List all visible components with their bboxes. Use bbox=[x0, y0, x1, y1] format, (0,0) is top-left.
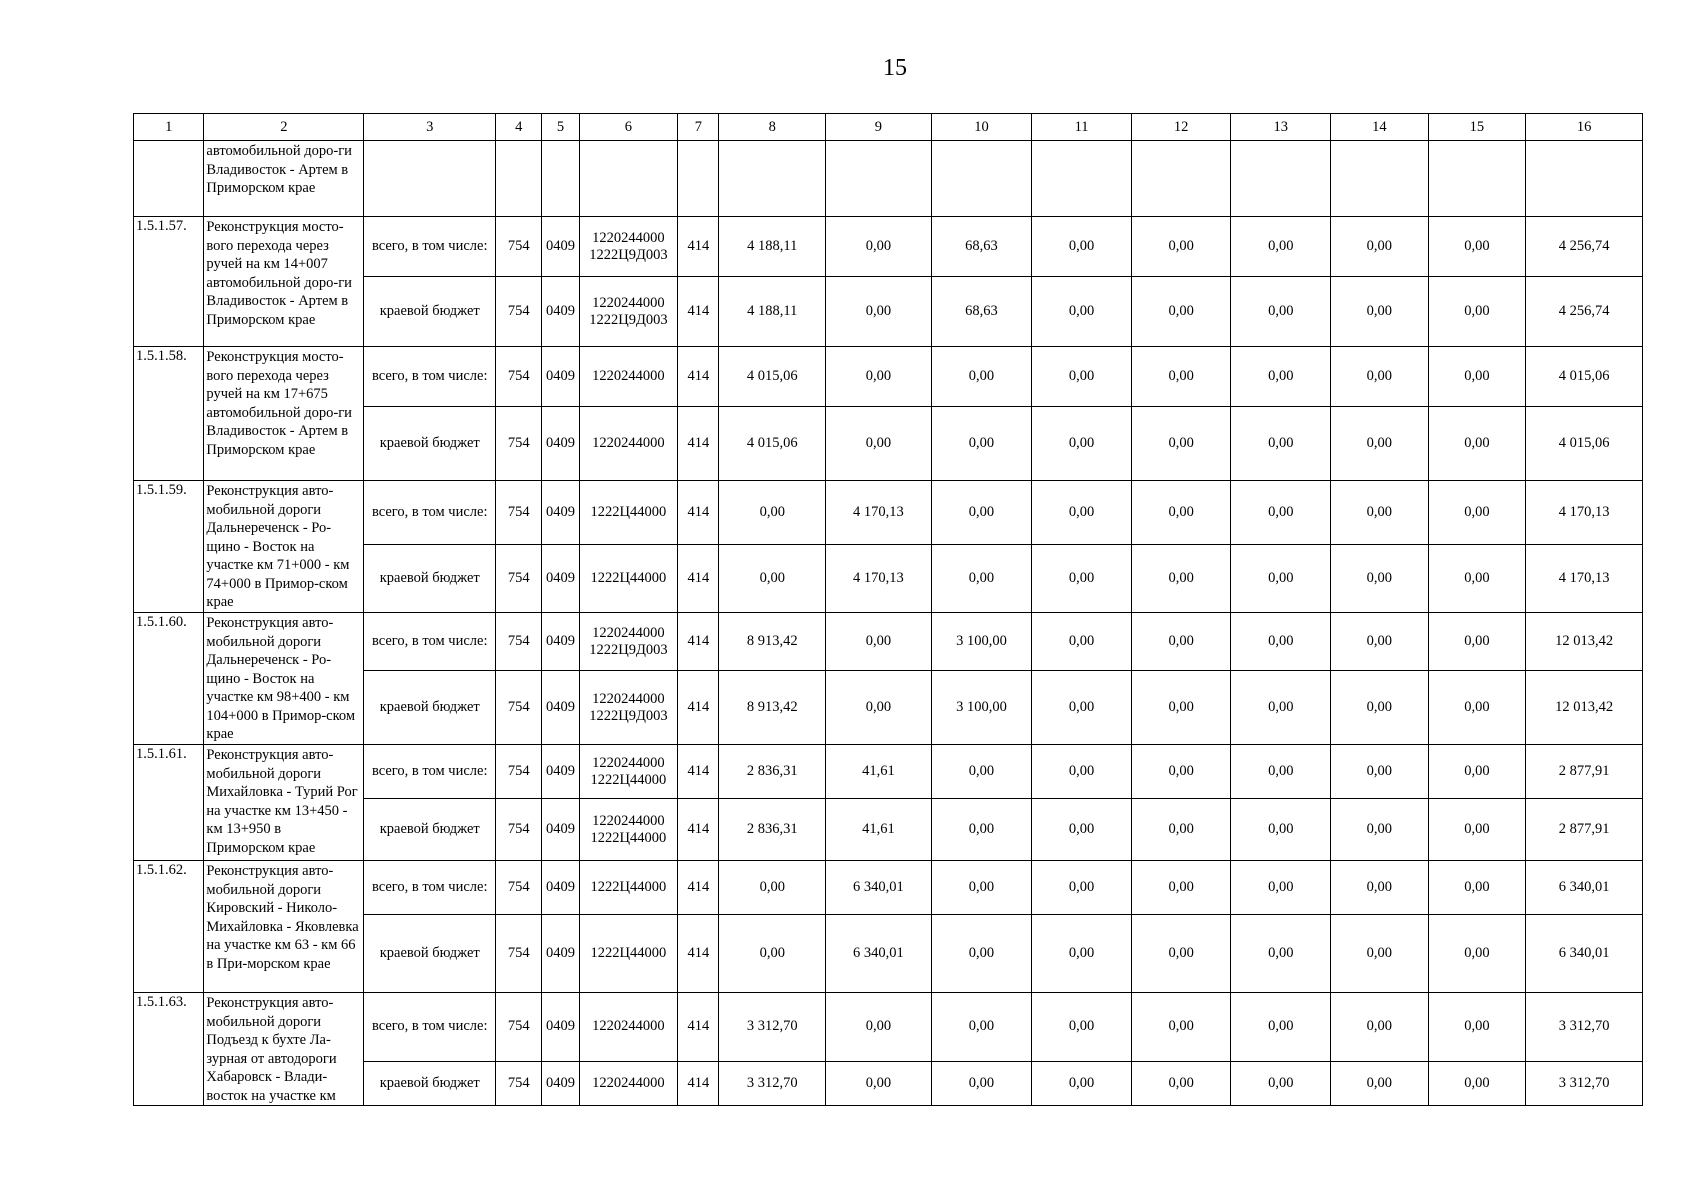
cell-v8: 2 836,31 bbox=[719, 799, 826, 861]
cell-grbs: 754 bbox=[496, 915, 542, 993]
kcsr-code: 1220244000 bbox=[592, 435, 665, 451]
cell-funding-source: всего, в том числе: bbox=[364, 217, 496, 277]
cell-v13: 0,00 bbox=[1231, 545, 1331, 613]
cell-v11: 0,00 bbox=[1032, 671, 1132, 745]
cell-v10: 68,63 bbox=[931, 277, 1032, 347]
cell-funding-source: краевой бюджет bbox=[364, 407, 496, 481]
cell-v8: 4 188,11 bbox=[719, 277, 826, 347]
cell-funding-source: всего, в том числе: bbox=[364, 993, 496, 1062]
kcsr-code: 1222Ц9Д003 bbox=[589, 707, 668, 724]
cell-funding-source: краевой бюджет bbox=[364, 1061, 496, 1105]
cell-v14: 0,00 bbox=[1331, 217, 1429, 277]
table-body bbox=[134, 141, 1643, 1106]
column-header: 12 bbox=[1131, 114, 1231, 141]
kcsr-code: 1220244000 bbox=[592, 624, 665, 641]
cell-code: 1.5.1.61. bbox=[134, 745, 204, 861]
cell-grbs: 754 bbox=[496, 407, 542, 481]
cell-grbs: 754 bbox=[496, 861, 542, 915]
budget-table bbox=[133, 113, 1643, 1106]
cell-empty bbox=[1032, 141, 1132, 217]
cell-v15: 0,00 bbox=[1428, 613, 1526, 671]
table-row-total bbox=[134, 993, 1643, 1062]
cell-v14: 0,00 bbox=[1331, 481, 1429, 545]
column-header: 14 bbox=[1331, 114, 1429, 141]
column-header: 9 bbox=[826, 114, 932, 141]
column-header: 11 bbox=[1032, 114, 1132, 141]
cell-v16: 4 170,13 bbox=[1526, 545, 1643, 613]
cell-vr: 414 bbox=[678, 745, 719, 799]
cell-v11: 0,00 bbox=[1032, 993, 1132, 1062]
kcsr-code: 1220244000 bbox=[592, 690, 665, 707]
kcsr-code: 1220244000 bbox=[592, 294, 665, 311]
kcsr-code: 1220244000 bbox=[592, 812, 665, 829]
cell-v16: 2 877,91 bbox=[1526, 799, 1643, 861]
table-row-total bbox=[134, 613, 1643, 671]
cell-v14: 0,00 bbox=[1331, 613, 1429, 671]
cell-v9: 0,00 bbox=[826, 277, 932, 347]
cell-v8: 0,00 bbox=[719, 861, 826, 915]
kcsr-code: 1222Ц44000 bbox=[590, 945, 667, 961]
cell-vr: 414 bbox=[678, 1061, 719, 1105]
cell-v8: 0,00 bbox=[719, 915, 826, 993]
cell-v12: 0,00 bbox=[1131, 545, 1231, 613]
cell-v13: 0,00 bbox=[1231, 347, 1331, 407]
cell-v10: 3 100,00 bbox=[931, 613, 1032, 671]
cell-rz: 0409 bbox=[542, 671, 579, 745]
cell-v13: 0,00 bbox=[1231, 613, 1331, 671]
cell-v10: 68,63 bbox=[931, 217, 1032, 277]
cell-object-name: Реконструкция авто-мобильной дороги Михайловка - Турий Рог на участке км 13+450 - км 13+950 в Приморском крае bbox=[204, 745, 364, 861]
cell-v15: 0,00 bbox=[1428, 407, 1526, 481]
cell-object-name: Реконструкция мосто-вого перехода через ручей на км 17+675 автомобильной доро-ги Владивосток - Артем в Приморском крае bbox=[204, 347, 364, 481]
cell-rz: 0409 bbox=[542, 861, 579, 915]
cell-object-name: автомобильной доро-ги Владивосток - Артем в Приморском крае bbox=[204, 141, 364, 217]
cell-v10: 0,00 bbox=[931, 915, 1032, 993]
cell-empty bbox=[826, 141, 932, 217]
cell-kcsr bbox=[579, 613, 678, 671]
cell-funding-source: краевой бюджет bbox=[364, 915, 496, 993]
cell-kcsr bbox=[579, 915, 678, 993]
cell-v10: 0,00 bbox=[931, 545, 1032, 613]
cell-v12: 0,00 bbox=[1131, 277, 1231, 347]
cell-v9: 6 340,01 bbox=[826, 861, 932, 915]
cell-v11: 0,00 bbox=[1032, 407, 1132, 481]
cell-vr: 414 bbox=[678, 347, 719, 407]
table-row-total bbox=[134, 481, 1643, 545]
cell-rz: 0409 bbox=[542, 613, 579, 671]
cell-v15: 0,00 bbox=[1428, 993, 1526, 1062]
cell-v13: 0,00 bbox=[1231, 407, 1331, 481]
cell-v12: 0,00 bbox=[1131, 745, 1231, 799]
cell-empty bbox=[364, 141, 496, 217]
cell-empty bbox=[1131, 141, 1231, 217]
cell-v14: 0,00 bbox=[1331, 671, 1429, 745]
cell-v12: 0,00 bbox=[1131, 1061, 1231, 1105]
cell-v13: 0,00 bbox=[1231, 1061, 1331, 1105]
cell-v9: 0,00 bbox=[826, 217, 932, 277]
cell-rz: 0409 bbox=[542, 745, 579, 799]
cell-grbs: 754 bbox=[496, 481, 542, 545]
column-header: 4 bbox=[496, 114, 542, 141]
cell-v12: 0,00 bbox=[1131, 993, 1231, 1062]
cell-vr: 414 bbox=[678, 481, 719, 545]
cell-vr: 414 bbox=[678, 613, 719, 671]
cell-v16: 4 015,06 bbox=[1526, 347, 1643, 407]
cell-code: 1.5.1.57. bbox=[134, 217, 204, 347]
cell-rz: 0409 bbox=[542, 545, 579, 613]
cell-funding-source: всего, в том числе: bbox=[364, 861, 496, 915]
cell-kcsr bbox=[579, 745, 678, 799]
column-header: 15 bbox=[1428, 114, 1526, 141]
cell-v9: 0,00 bbox=[826, 407, 932, 481]
cell-code: 1.5.1.63. bbox=[134, 993, 204, 1106]
cell-empty bbox=[1428, 141, 1526, 217]
column-header: 7 bbox=[678, 114, 719, 141]
cell-v13: 0,00 bbox=[1231, 993, 1331, 1062]
kcsr-code: 1220244000 bbox=[592, 229, 665, 246]
continued-row bbox=[134, 141, 1643, 217]
cell-rz: 0409 bbox=[542, 1061, 579, 1105]
cell-v16: 6 340,01 bbox=[1526, 861, 1643, 915]
cell-grbs: 754 bbox=[496, 745, 542, 799]
cell-empty bbox=[579, 141, 678, 217]
cell-rz: 0409 bbox=[542, 407, 579, 481]
cell-v8: 4 188,11 bbox=[719, 217, 826, 277]
cell-v13: 0,00 bbox=[1231, 745, 1331, 799]
cell-v14: 0,00 bbox=[1331, 407, 1429, 481]
cell-grbs: 754 bbox=[496, 671, 542, 745]
cell-funding-source: краевой бюджет bbox=[364, 545, 496, 613]
cell-vr: 414 bbox=[678, 861, 719, 915]
cell-v12: 0,00 bbox=[1131, 407, 1231, 481]
cell-v8: 4 015,06 bbox=[719, 407, 826, 481]
cell-v8: 4 015,06 bbox=[719, 347, 826, 407]
cell-v10: 3 100,00 bbox=[931, 671, 1032, 745]
cell-vr: 414 bbox=[678, 799, 719, 861]
cell-v10: 0,00 bbox=[931, 347, 1032, 407]
cell-v16: 3 312,70 bbox=[1526, 993, 1643, 1062]
cell-empty bbox=[542, 141, 579, 217]
cell-v15: 0,00 bbox=[1428, 1061, 1526, 1105]
kcsr-code: 1222Ц44000 bbox=[590, 879, 667, 895]
cell-kcsr bbox=[579, 799, 678, 861]
cell-grbs: 754 bbox=[496, 613, 542, 671]
cell-v14: 0,00 bbox=[1331, 993, 1429, 1062]
cell-code: 1.5.1.58. bbox=[134, 347, 204, 481]
cell-kcsr bbox=[579, 347, 678, 407]
cell-v15: 0,00 bbox=[1428, 799, 1526, 861]
cell-v16: 12 013,42 bbox=[1526, 613, 1643, 671]
cell-object-name: Реконструкция авто-мобильной дороги Дальнереченск - Ро-щино - Восток на участке км 98+400 - км 104+000 в Примор-ском крае bbox=[204, 613, 364, 745]
cell-v15: 0,00 bbox=[1428, 915, 1526, 993]
cell-object-name: Реконструкция авто-мобильной дороги Кировский - Николо-Михайловка - Яковлевка на участке км 63 - км 66 в При-морском крае bbox=[204, 861, 364, 993]
cell-v8: 3 312,70 bbox=[719, 993, 826, 1062]
cell-vr: 414 bbox=[678, 545, 719, 613]
cell-v11: 0,00 bbox=[1032, 481, 1132, 545]
cell-v10: 0,00 bbox=[931, 407, 1032, 481]
cell-kcsr bbox=[579, 993, 678, 1062]
cell-v8: 0,00 bbox=[719, 481, 826, 545]
cell-v12: 0,00 bbox=[1131, 347, 1231, 407]
cell-v13: 0,00 bbox=[1231, 481, 1331, 545]
cell-v8: 0,00 bbox=[719, 545, 826, 613]
cell-vr: 414 bbox=[678, 407, 719, 481]
cell-grbs: 754 bbox=[496, 545, 542, 613]
cell-v13: 0,00 bbox=[1231, 277, 1331, 347]
kcsr-code: 1222Ц44000 bbox=[590, 829, 667, 846]
cell-v10: 0,00 bbox=[931, 481, 1032, 545]
cell-v16: 12 013,42 bbox=[1526, 671, 1643, 745]
cell-v9: 6 340,01 bbox=[826, 915, 932, 993]
cell-v10: 0,00 bbox=[931, 745, 1032, 799]
cell-v10: 0,00 bbox=[931, 861, 1032, 915]
cell-v10: 0,00 bbox=[931, 993, 1032, 1062]
cell-v16: 4 256,74 bbox=[1526, 217, 1643, 277]
cell-kcsr bbox=[579, 217, 678, 277]
cell-v16: 3 312,70 bbox=[1526, 1061, 1643, 1105]
cell-v9: 0,00 bbox=[826, 347, 932, 407]
cell-rz: 0409 bbox=[542, 915, 579, 993]
cell-v9: 4 170,13 bbox=[826, 481, 932, 545]
column-header: 2 bbox=[204, 114, 364, 141]
kcsr-code: 1222Ц9Д003 bbox=[589, 311, 668, 328]
cell-rz: 0409 bbox=[542, 993, 579, 1062]
kcsr-code: 1220244000 bbox=[592, 1074, 665, 1091]
cell-kcsr bbox=[579, 407, 678, 481]
cell-v13: 0,00 bbox=[1231, 915, 1331, 993]
cell-code bbox=[134, 141, 204, 217]
cell-v14: 0,00 bbox=[1331, 347, 1429, 407]
cell-v16: 4 170,13 bbox=[1526, 481, 1643, 545]
cell-kcsr bbox=[579, 545, 678, 613]
column-header: 8 bbox=[719, 114, 826, 141]
cell-v8: 8 913,42 bbox=[719, 671, 826, 745]
cell-v8: 2 836,31 bbox=[719, 745, 826, 799]
cell-funding-source: краевой бюджет bbox=[364, 671, 496, 745]
cell-v15: 0,00 bbox=[1428, 347, 1526, 407]
cell-rz: 0409 bbox=[542, 347, 579, 407]
cell-v12: 0,00 bbox=[1131, 613, 1231, 671]
cell-v12: 0,00 bbox=[1131, 671, 1231, 745]
cell-funding-source: всего, в том числе: bbox=[364, 481, 496, 545]
cell-v16: 2 877,91 bbox=[1526, 745, 1643, 799]
cell-object-name: Реконструкция авто-мобильной дороги Подъезд к бухте Ла-зурная от автодороги Хабаровск - Влади-восток на участке км bbox=[204, 993, 364, 1106]
cell-v10: 0,00 bbox=[931, 1061, 1032, 1105]
cell-v10: 0,00 bbox=[931, 799, 1032, 861]
cell-kcsr bbox=[579, 277, 678, 347]
cell-vr: 414 bbox=[678, 217, 719, 277]
kcsr-code: 1222Ц9Д003 bbox=[589, 246, 668, 263]
cell-v15: 0,00 bbox=[1428, 277, 1526, 347]
cell-v11: 0,00 bbox=[1032, 347, 1132, 407]
column-header: 6 bbox=[579, 114, 678, 141]
cell-v8: 3 312,70 bbox=[719, 1061, 826, 1105]
cell-rz: 0409 bbox=[542, 799, 579, 861]
table-row-total bbox=[134, 861, 1643, 915]
cell-v12: 0,00 bbox=[1131, 915, 1231, 993]
cell-grbs: 754 bbox=[496, 1061, 542, 1105]
table-row-total bbox=[134, 347, 1643, 407]
cell-v15: 0,00 bbox=[1428, 671, 1526, 745]
cell-vr: 414 bbox=[678, 915, 719, 993]
cell-code: 1.5.1.59. bbox=[134, 481, 204, 613]
cell-v14: 0,00 bbox=[1331, 277, 1429, 347]
cell-v15: 0,00 bbox=[1428, 861, 1526, 915]
column-header: 5 bbox=[542, 114, 579, 141]
cell-empty bbox=[496, 141, 542, 217]
cell-empty bbox=[678, 141, 719, 217]
cell-v11: 0,00 bbox=[1032, 861, 1132, 915]
cell-v11: 0,00 bbox=[1032, 1061, 1132, 1105]
cell-funding-source: всего, в том числе: bbox=[364, 613, 496, 671]
cell-funding-source: всего, в том числе: bbox=[364, 347, 496, 407]
cell-empty bbox=[1231, 141, 1331, 217]
cell-v12: 0,00 bbox=[1131, 217, 1231, 277]
cell-rz: 0409 bbox=[542, 481, 579, 545]
cell-v15: 0,00 bbox=[1428, 481, 1526, 545]
cell-v11: 0,00 bbox=[1032, 217, 1132, 277]
cell-funding-source: краевой бюджет bbox=[364, 277, 496, 347]
cell-empty bbox=[1331, 141, 1429, 217]
cell-v15: 0,00 bbox=[1428, 745, 1526, 799]
cell-code: 1.5.1.60. bbox=[134, 613, 204, 745]
cell-grbs: 754 bbox=[496, 799, 542, 861]
cell-kcsr bbox=[579, 1061, 678, 1105]
cell-v12: 0,00 bbox=[1131, 799, 1231, 861]
kcsr-code: 1220244000 bbox=[592, 1018, 665, 1035]
cell-v16: 4 015,06 bbox=[1526, 407, 1643, 481]
cell-empty bbox=[719, 141, 826, 217]
cell-funding-source: краевой бюджет bbox=[364, 799, 496, 861]
kcsr-code: 1220244000 bbox=[592, 368, 665, 384]
table-row-total bbox=[134, 745, 1643, 799]
cell-object-name: Реконструкция мосто-вого перехода через ручей на км 14+007 автомобильной доро-ги Владивосток - Артем в Приморском крае bbox=[204, 217, 364, 347]
cell-kcsr bbox=[579, 861, 678, 915]
cell-v13: 0,00 bbox=[1231, 861, 1331, 915]
cell-grbs: 754 bbox=[496, 217, 542, 277]
kcsr-code: 1222Ц44000 bbox=[590, 570, 667, 586]
cell-grbs: 754 bbox=[496, 993, 542, 1062]
cell-v14: 0,00 bbox=[1331, 545, 1429, 613]
cell-v9: 4 170,13 bbox=[826, 545, 932, 613]
kcsr-code: 1222Ц9Д003 bbox=[589, 641, 668, 658]
cell-v13: 0,00 bbox=[1231, 671, 1331, 745]
kcsr-code: 1220244000 bbox=[592, 754, 665, 771]
cell-v8: 8 913,42 bbox=[719, 613, 826, 671]
cell-vr: 414 bbox=[678, 993, 719, 1062]
page-number: 15 bbox=[883, 55, 907, 81]
cell-v9: 41,61 bbox=[826, 799, 932, 861]
cell-v11: 0,00 bbox=[1032, 613, 1132, 671]
kcsr-code: 1222Ц44000 bbox=[590, 771, 667, 788]
cell-v12: 0,00 bbox=[1131, 481, 1231, 545]
cell-v16: 6 340,01 bbox=[1526, 915, 1643, 993]
cell-v9: 0,00 bbox=[826, 671, 932, 745]
cell-v14: 0,00 bbox=[1331, 861, 1429, 915]
cell-v9: 0,00 bbox=[826, 1061, 932, 1105]
cell-v14: 0,00 bbox=[1331, 745, 1429, 799]
cell-vr: 414 bbox=[678, 277, 719, 347]
cell-v15: 0,00 bbox=[1428, 545, 1526, 613]
cell-code: 1.5.1.62. bbox=[134, 861, 204, 993]
cell-v9: 0,00 bbox=[826, 613, 932, 671]
cell-v13: 0,00 bbox=[1231, 799, 1331, 861]
cell-rz: 0409 bbox=[542, 217, 579, 277]
cell-grbs: 754 bbox=[496, 277, 542, 347]
cell-v15: 0,00 bbox=[1428, 217, 1526, 277]
table-row-total bbox=[134, 217, 1643, 277]
column-header: 13 bbox=[1231, 114, 1331, 141]
cell-v11: 0,00 bbox=[1032, 277, 1132, 347]
cell-v13: 0,00 bbox=[1231, 217, 1331, 277]
cell-v14: 0,00 bbox=[1331, 915, 1429, 993]
cell-funding-source: всего, в том числе: bbox=[364, 745, 496, 799]
column-number-header-row bbox=[134, 114, 1643, 141]
cell-v9: 0,00 bbox=[826, 993, 932, 1062]
cell-kcsr bbox=[579, 671, 678, 745]
cell-v14: 0,00 bbox=[1331, 799, 1429, 861]
kcsr-code: 1222Ц44000 bbox=[590, 504, 667, 520]
column-header: 3 bbox=[364, 114, 496, 141]
cell-empty bbox=[931, 141, 1032, 217]
cell-v11: 0,00 bbox=[1032, 915, 1132, 993]
cell-empty bbox=[1526, 141, 1643, 217]
cell-grbs: 754 bbox=[496, 347, 542, 407]
cell-object-name: Реконструкция авто-мобильной дороги Дальнереченск - Ро-щино - Восток на участке км 71+000 - км 74+000 в Примор-ском крае bbox=[204, 481, 364, 613]
cell-v16: 4 256,74 bbox=[1526, 277, 1643, 347]
cell-v14: 0,00 bbox=[1331, 1061, 1429, 1105]
cell-v9: 41,61 bbox=[826, 745, 932, 799]
column-header: 1 bbox=[134, 114, 204, 141]
column-header: 10 bbox=[931, 114, 1032, 141]
cell-v11: 0,00 bbox=[1032, 545, 1132, 613]
cell-rz: 0409 bbox=[542, 277, 579, 347]
cell-v11: 0,00 bbox=[1032, 745, 1132, 799]
column-header: 16 bbox=[1526, 114, 1643, 141]
cell-v12: 0,00 bbox=[1131, 861, 1231, 915]
cell-vr: 414 bbox=[678, 671, 719, 745]
cell-kcsr bbox=[579, 481, 678, 545]
cell-v11: 0,00 bbox=[1032, 799, 1132, 861]
